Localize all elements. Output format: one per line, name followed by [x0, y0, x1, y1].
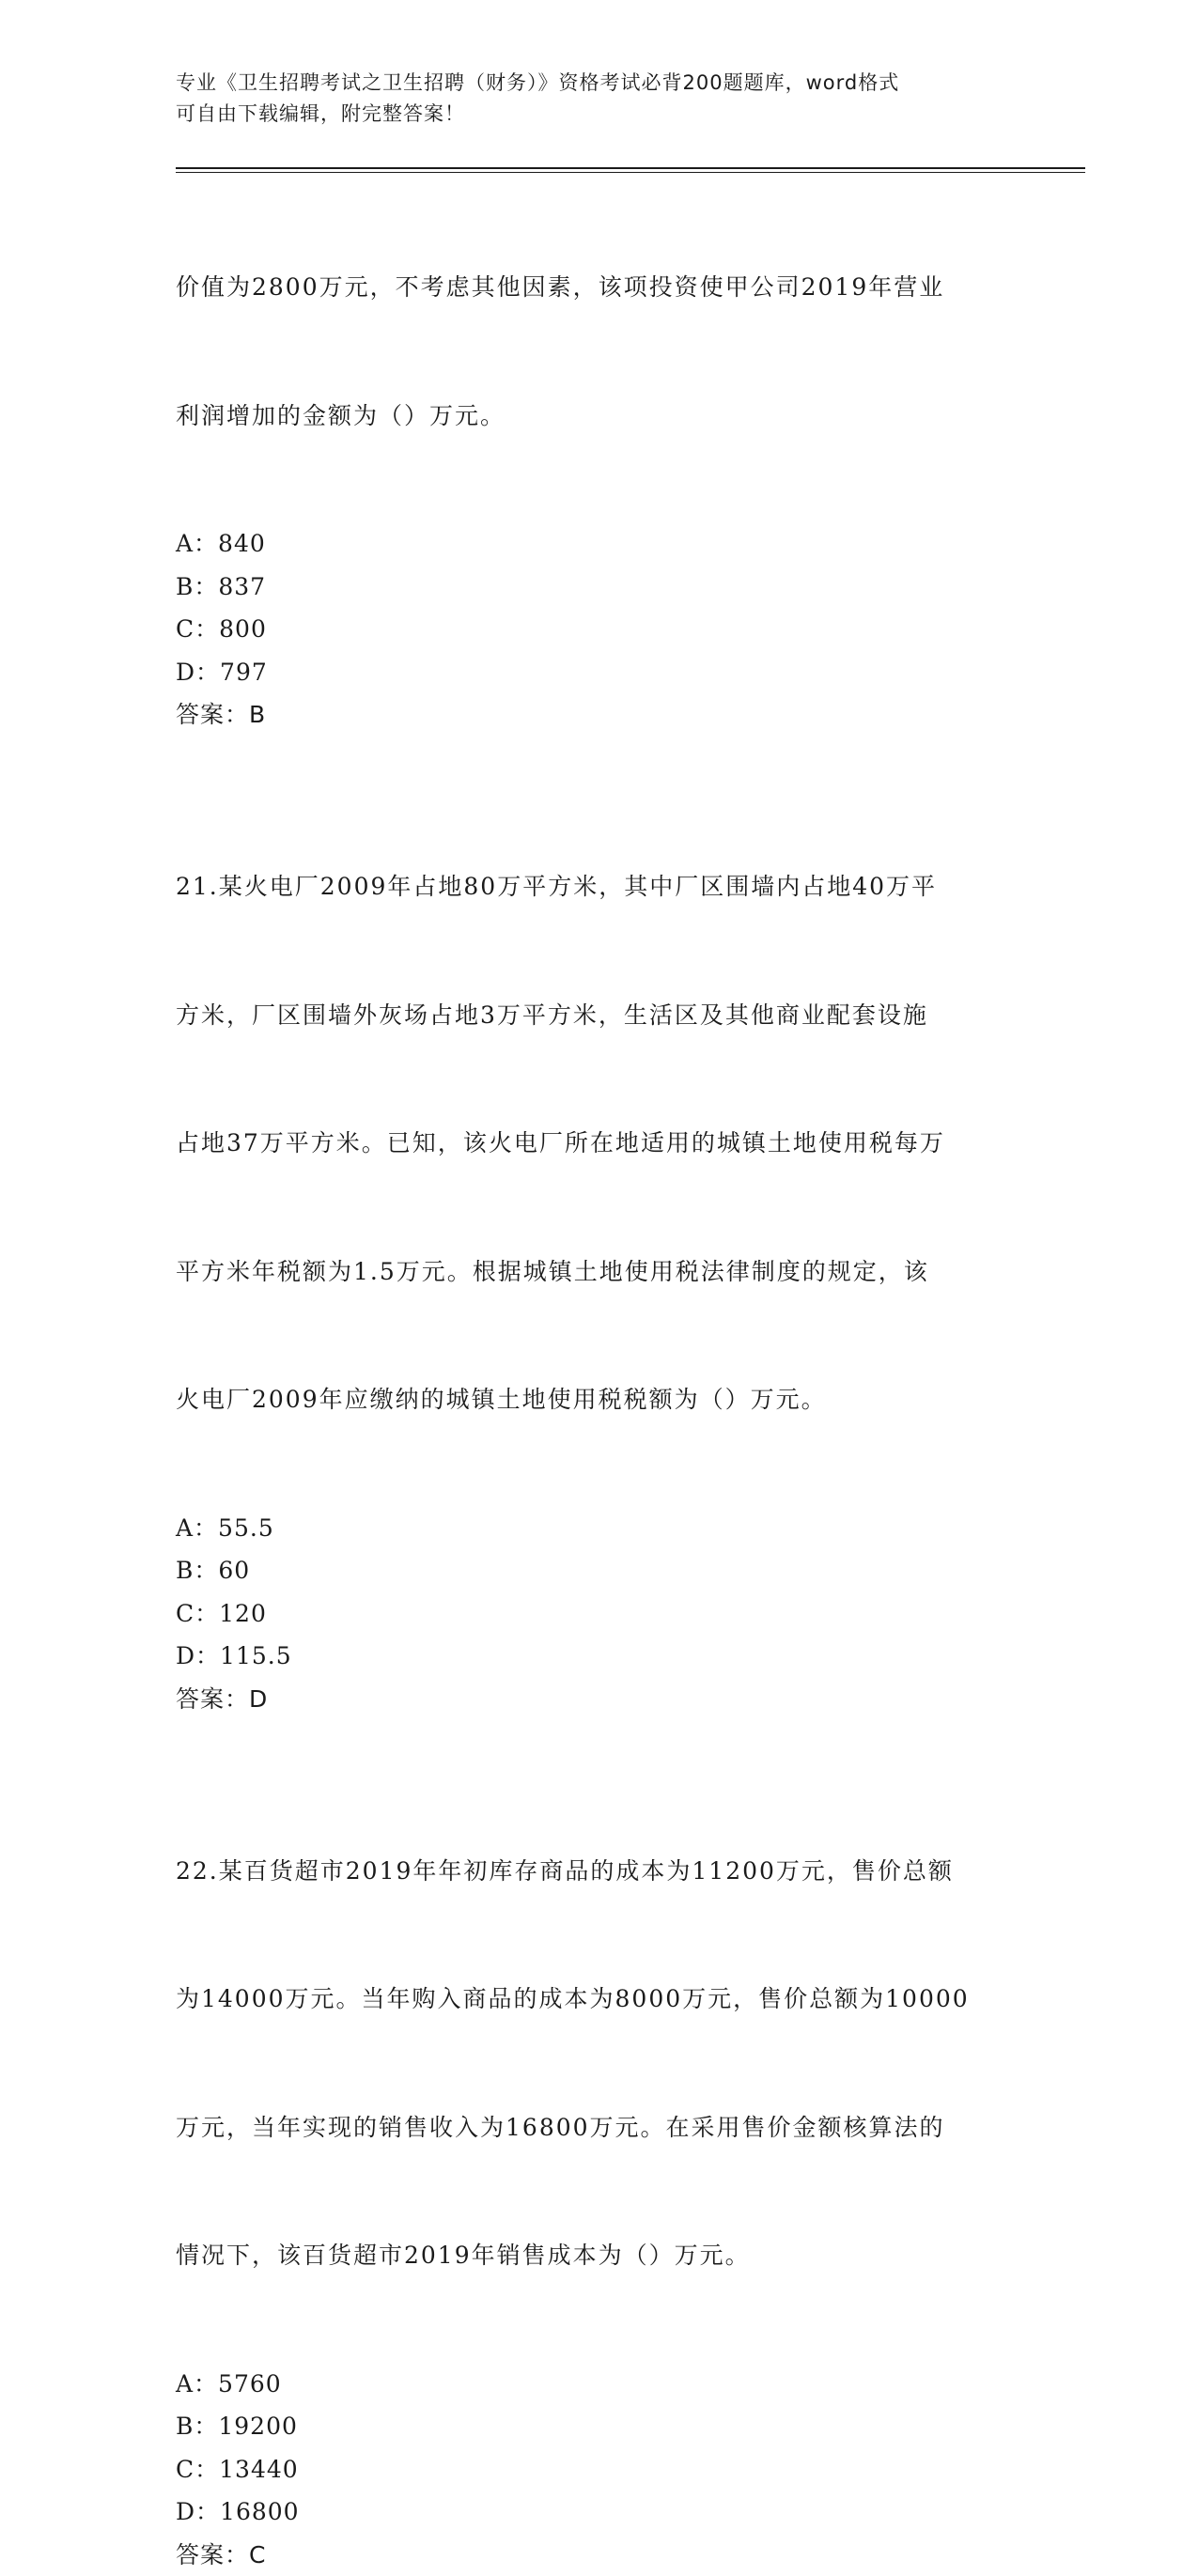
option-b: B：19200	[176, 2413, 298, 2440]
option-c: C：120	[176, 1599, 267, 1627]
spacer	[176, 736, 1021, 780]
header-title-line-2: 可自由下载编辑，附完整答案！	[176, 102, 465, 125]
answer-line: 答案：B	[176, 701, 267, 728]
header-divider-thick	[176, 167, 1085, 169]
stem-line: 利润增加的金额为（）万元。	[176, 401, 506, 429]
option-a: A：840	[176, 530, 266, 557]
stem-line: 平方米年税额为1.5万元。根据城镇土地使用税法律制度的规定，该	[176, 1257, 929, 1285]
stem-line: 方米，厂区围墙外灰场占地3万平方米，生活区及其他商业配套设施	[176, 1001, 928, 1029]
answer-line: 答案：D	[176, 1684, 269, 1713]
question-list	[176, 180, 1021, 2576]
question-block	[176, 780, 1021, 1720]
question-block	[176, 1764, 1021, 2576]
option-b: B：837	[176, 572, 267, 600]
option-d: D：115.5	[176, 1642, 292, 1669]
header-divider-thin	[176, 172, 1085, 173]
stem-line: 21.某火电厂2009年占地80万平方米，其中厂区围墙内占地40万平	[176, 873, 938, 900]
stem-line: 22.某百货超市2019年年初库存商品的成本为11200万元，售价总额	[176, 1856, 954, 1885]
option-b: B：60	[176, 1557, 251, 1584]
question-stem	[176, 180, 1021, 522]
question-block	[176, 180, 1021, 736]
option-a: A：5760	[176, 2369, 282, 2398]
stem-line: 占地37万平方米。已知，该火电厂所在地适用的城镇土地使用税每万	[176, 1129, 945, 1156]
option-a: A：55.5	[176, 1513, 274, 1542]
stem-line: 万元，当年实现的销售收入为16800万元。在采用售价金额核算法的	[176, 2113, 945, 2141]
option-c: C：800	[176, 615, 267, 643]
header-title-line-1: 专业《卫生招聘考试之卫生招聘（财务）》资格考试必背200题题库，word格式	[176, 71, 900, 94]
option-d: D：797	[176, 658, 268, 686]
answer-line: 答案：C	[176, 2540, 267, 2568]
question-stem	[176, 1764, 1021, 2363]
stem-line: 为14000万元。当年购入商品的成本为8000万元，售价总额为10000	[176, 1985, 970, 2012]
stem-line: 价值为2800万元，不考虑其他因素，该项投资使甲公司2019年营业	[176, 273, 945, 301]
spacer	[176, 1720, 1021, 1764]
document-header	[176, 68, 1003, 130]
question-stem	[176, 780, 1021, 1507]
stem-line: 火电厂2009年应缴纳的城镇土地使用税税额为（）万元。	[176, 1386, 827, 1413]
option-d: D：16800	[176, 2498, 300, 2525]
option-c: C：13440	[176, 2455, 299, 2483]
stem-line: 情况下，该百货超市2019年销售成本为（）万元。	[176, 2242, 751, 2269]
